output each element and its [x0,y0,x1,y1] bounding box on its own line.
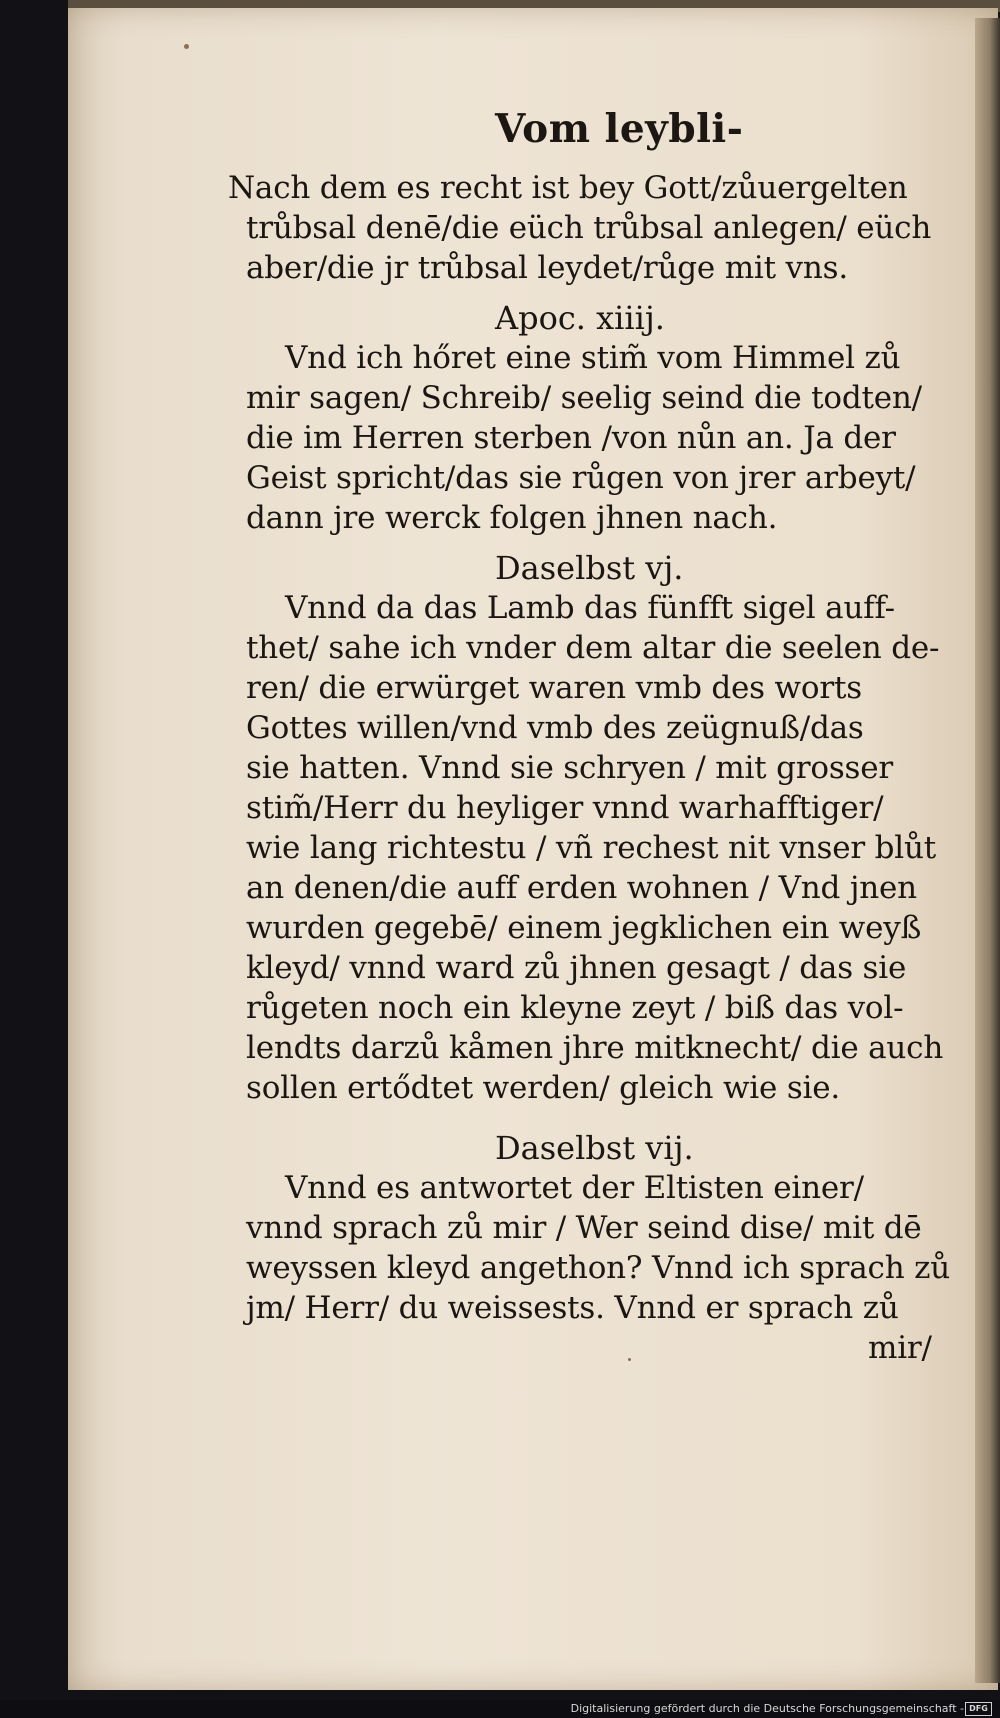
section-heading: Daselbst vj. [495,549,684,587]
catchword: mir/ [868,1330,932,1366]
text-line: Vnnd da das Lamb das fünfft sigel auff- [285,590,895,626]
text-line: weyssen kleyd angethon? Vnnd ich sprach zů [246,1250,951,1286]
paper-speck [184,44,189,49]
text-line: sie hatten. Vnnd sie schryen / mit grosser [246,750,894,786]
text-line: aber/die jr trůbsal leydet/růge mit vns. [246,250,848,286]
dfg-logo: DFG [965,1702,992,1716]
section-heading: Daselbst vij. [495,1129,694,1167]
text-line: Geist spricht/das sie růgen von jrer arbeyt/ [246,460,916,496]
text-line: Gottes willen/vnd vmb des zeügnuß/das [246,710,864,746]
page-right-edge [975,18,1000,1683]
text-line: mir sagen/ Schreib/ seelig seind die todten/ [246,380,922,416]
text-line: die im Herren sterben /von nůn an. Ja der [246,420,896,456]
text-line: růgeten noch ein kleyne zeyt / biß das vol- [246,990,904,1026]
section-heading: Apoc. xiiij. [495,299,665,337]
running-head: Vom leybli- [495,106,744,152]
text-line: Vnnd es antwortet der Eltisten einer/ [285,1170,864,1206]
text-line: lendts darzů kåmen jhre mitknecht/ die auch [246,1030,944,1066]
text-line: stim̃/Herr du heyliger vnnd warhafftiger/ [246,790,884,826]
text-line: sollen ertődtet werden/ gleich wie sie. [246,1070,841,1106]
text-line: thet/ sahe ich vnder dem altar die seelen de- [246,630,940,666]
paper-speck [628,1358,631,1361]
text-line: dann jre werck folgen jhnen nach. [246,500,778,536]
text-line: trůbsal denē/die eüch trůbsal anlegen/ eüch [246,210,932,246]
funding-credit: Digitalisierung gefördert durch die Deutsche Forschungsgemeinschaft - [570,1702,964,1715]
text-line: wie lang richtestu / vñ rechest nit vnser blůt [246,830,937,866]
text-line: jm/ Herr/ du weissests. Vnnd er sprach zů [246,1290,899,1326]
text-line: Vnd ich hőret eine stim̃ vom Himmel zů [285,340,901,376]
text-line: vnnd sprach zů mir / Wer seind dise/ mit dē [246,1210,922,1246]
text-line: wurden gegebē/ einem jegklichen ein weyß [246,910,922,946]
text-line: an denen/die auff erden wohnen / Vnd jnen [246,870,917,906]
text-line: kleyd/ vnnd ward zů jhnen gesagt / das sie [246,950,907,986]
text-line: ren/ die erwürget waren vmb des worts [246,670,862,706]
text-line: Nach dem es recht ist bey Gott/zůuergelten [228,170,908,206]
